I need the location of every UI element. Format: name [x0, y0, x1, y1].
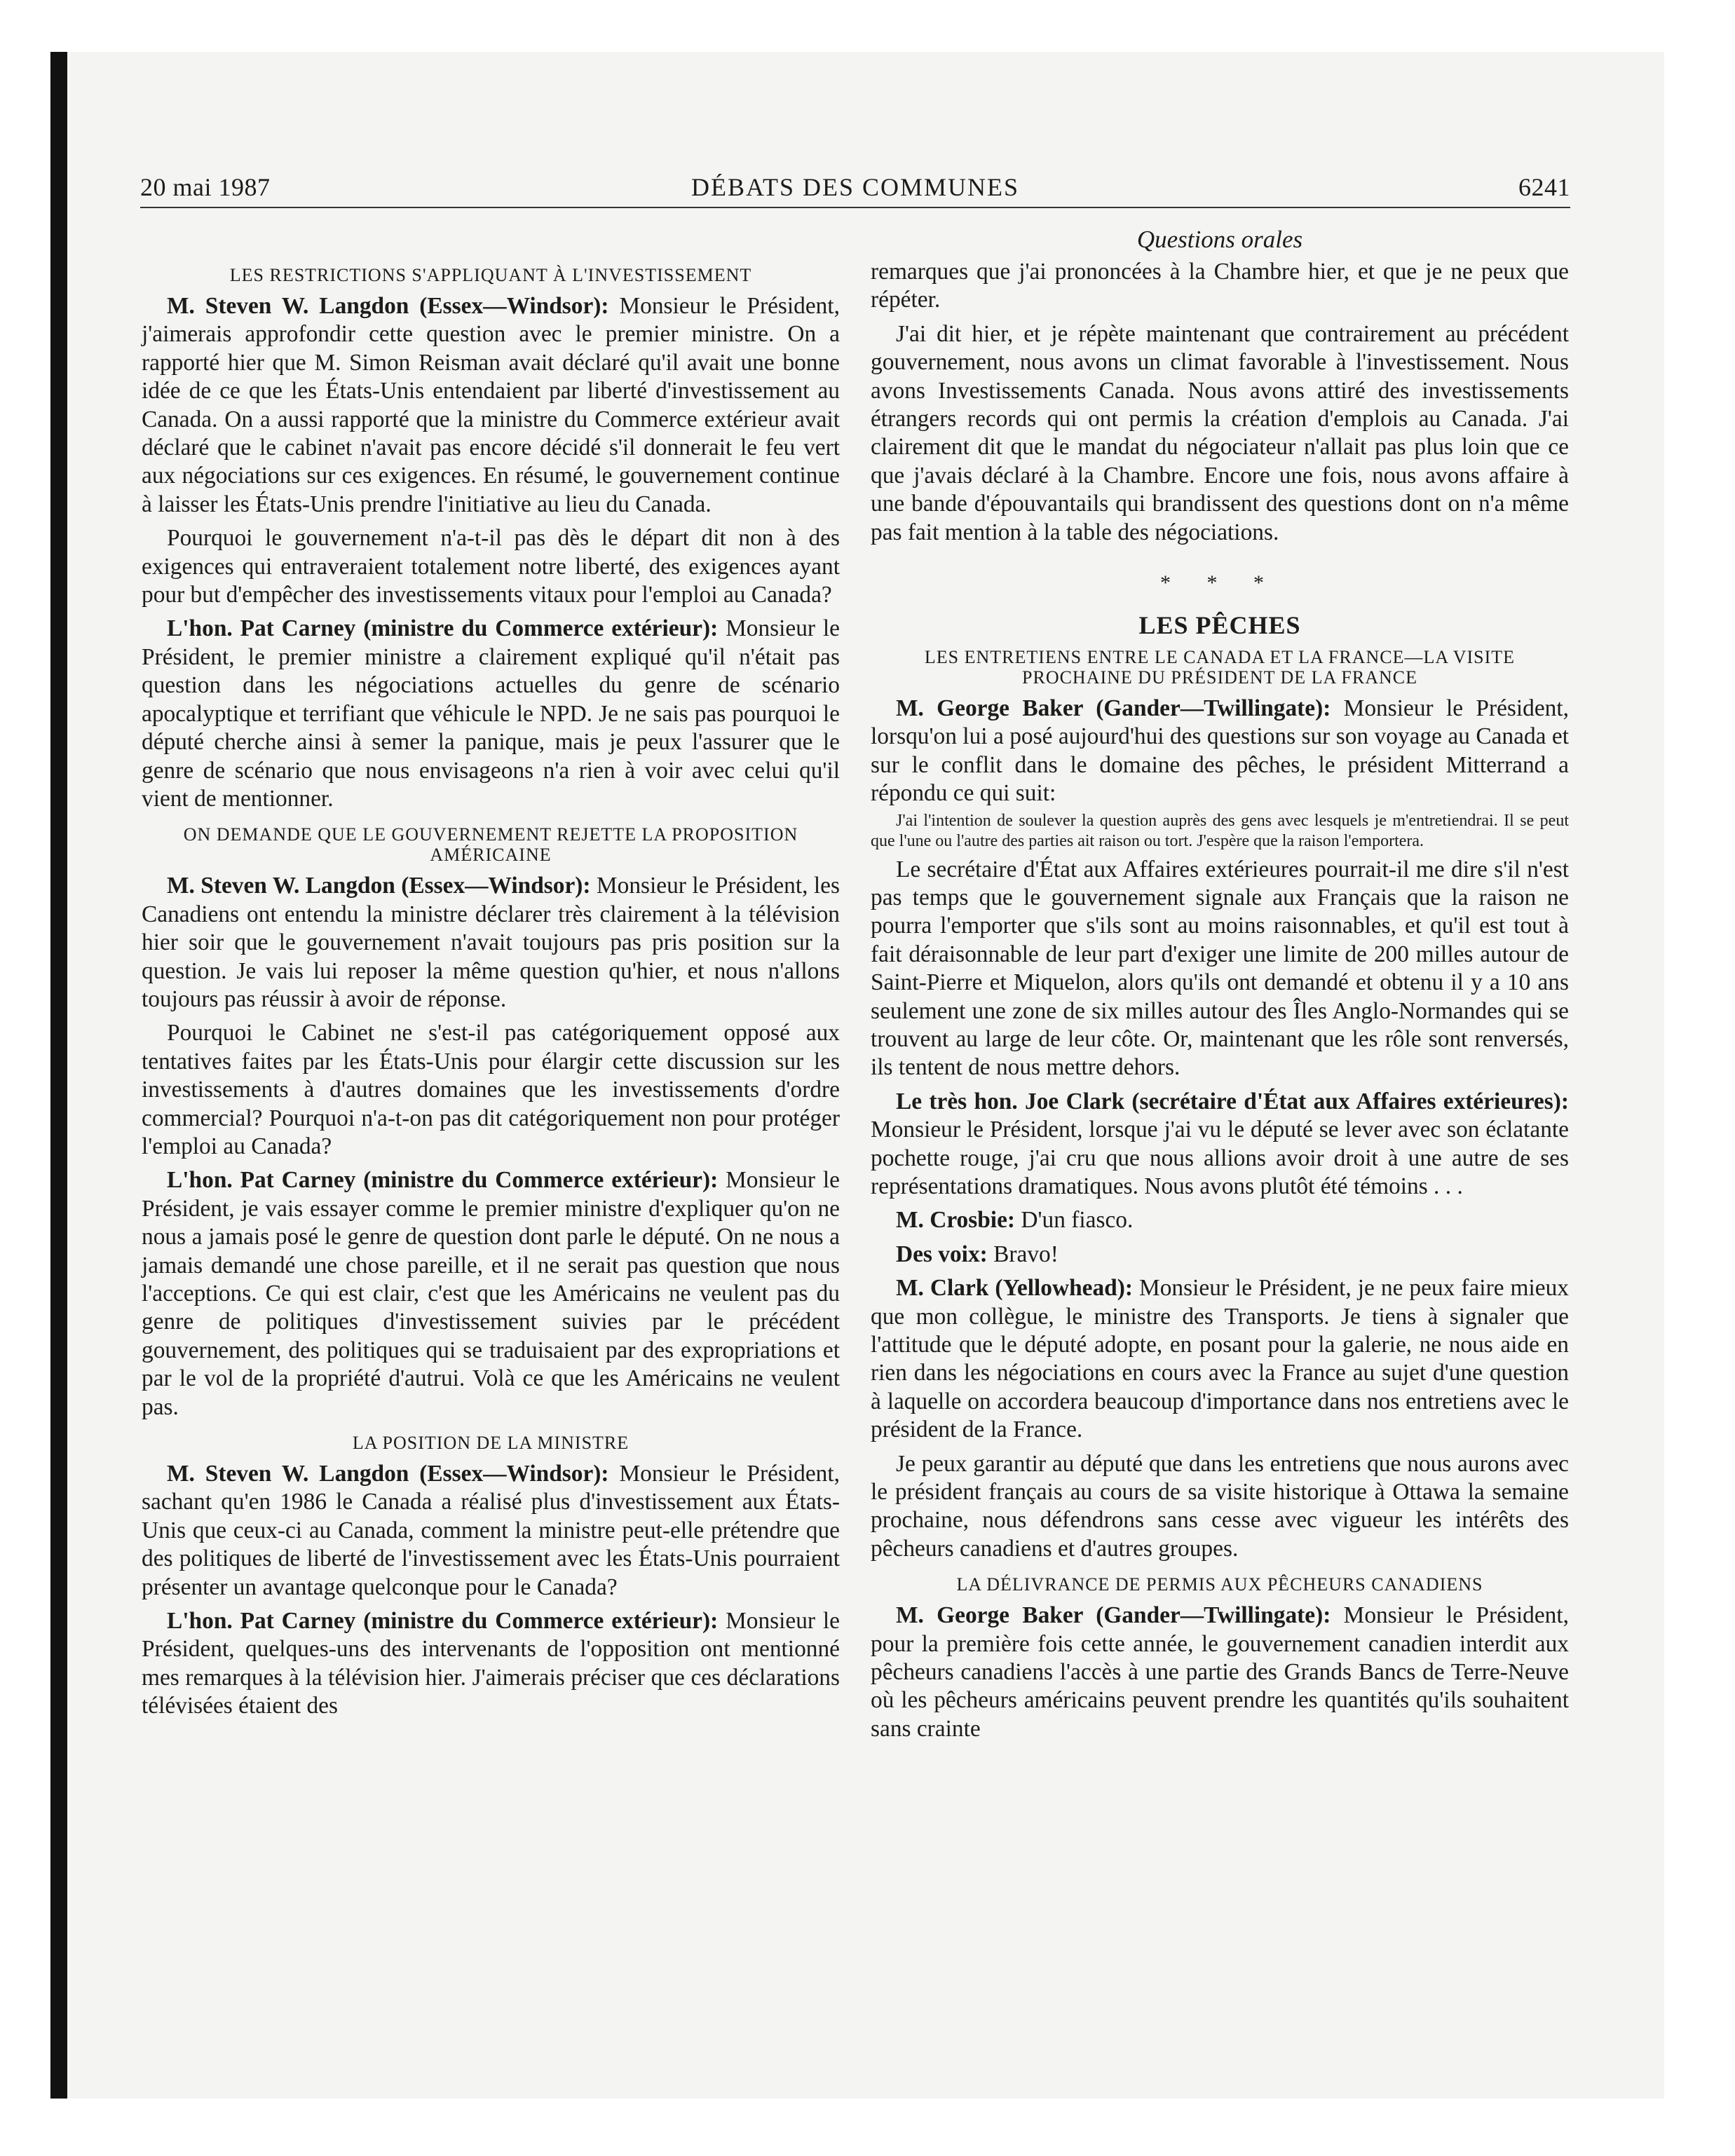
subheading-minister-position: LA POSITION DE LA MINISTRE: [352, 1433, 630, 1454]
running-head: Questions orales: [1136, 226, 1303, 253]
paragraph: [142, 615, 840, 813]
paragraph: [142, 292, 840, 519]
paragraph: [871, 1274, 1569, 1444]
speech-text: Bravo!: [987, 1241, 1059, 1267]
speaker-name: Des voix:: [896, 1241, 988, 1267]
speaker-name: L'hon. Pat Carney (ministre du Commerce extérieur):: [167, 1167, 719, 1194]
paragraph: Pourquoi le Cabinet ne s'est-il pas catégoriquement opposé aux tentatives faites par les États-Unis pour élargir cette discussion sur les investissements à d'autres domaines que les investissements d'ordre commercial? Pourquoi n'a-t-on pas dit catégoriquement non pour protéger l'emploi au Canada?: [142, 1020, 840, 1159]
paragraph: [142, 1166, 840, 1421]
paragraph: Pourquoi le gouvernement n'a-t-il pas dès le départ dit non à des exigences qui entraveraient totalement notre liberté, des exigences ayant pour but d'empêcher des investissements vitaux pour l'emploi au Canada?: [142, 525, 840, 608]
speech-text: Monsieur le Président, lorsque j'ai vu le député se lever avec son éclatante pochette rouge, j'ai cru que nous allions avoir droit à une autre de ses représentations dramatiques. Nous avons plutôt été témoins . . .: [871, 1117, 1569, 1199]
paragraph: Le secrétaire d'État aux Affaires extérieures pourrait-il me dire s'il n'est pas temps que le gouvernement signale aux Français que la raison ne pourra l'emporter que s'ils sont au moins raisonnables, et qu'il est tout à fait déraisonnable de leur part d'exiger une limite de 200 milles autour de Saint-Pierre et Miquelon, alors qu'ils ont demandé et obtenu il y a 10 ans seulement une zone de six milles autour des Îles Anglo-Normandes qui se trouvent au large de leur côte. Or, maintenant que les rôle sont renversés, ils tentent de nous mettre dehors.: [871, 856, 1569, 1081]
speech-text: Monsieur le Président, les Canadiens ont entendu la ministre déclarer très clairement à la télévision hier soir que le gouvernement n'avait toujours pas pris position sur la question. Je vais lui reposer la même question qu'hier, et nous n'allons toujours pas réussir à avoir de réponse.: [142, 873, 840, 1012]
speaker-name: M. Clark (Yellowhead):: [896, 1275, 1133, 1302]
speaker-name: M. Steven W. Langdon (Essex—Windsor):: [167, 1461, 609, 1487]
speech-text: D'un fiasco.: [1015, 1207, 1134, 1234]
speech-text: Monsieur le Président, je ne peux faire mieux que mon collègue, le ministre des Transports. Je tiens à signaler que l'attitude que le député adopte, en posant pour la galerie, ne nous aide en rien dans les négociations en cours avec la France au sujet d'une question à laquelle on accordera beaucoup d'importance dans nos entretiens avec le président de la France.: [871, 1275, 1569, 1443]
header-title: DÉBATS DES COMMUNES: [690, 173, 1020, 201]
header-page-number: 6241: [1518, 173, 1570, 201]
speaker-name: L'hon. Pat Carney (ministre du Commerce extérieur):: [167, 615, 719, 642]
scan-edge-bar: [50, 52, 67, 2099]
speaker-name: M. Crosbie:: [896, 1207, 1016, 1234]
quote-text: J'ai l'intention de soulever la question auprès des gens avec lesquels je m'entretiendrai. Il se peut que l'une ou l'autre des parties ait raison ou tort. J'espère que la raison l'emportera.: [871, 811, 1569, 850]
speech-text: Monsieur le Président, quelques-uns des intervenants de l'opposition ont mentionné mes remarques à la télévision hier. J'aimerais préciser que ces déclarations télévisées étaient des: [142, 1608, 840, 1719]
paragraph: remarques que j'ai prononcées à la Chambre hier, et que je ne peux que répéter.: [871, 259, 1569, 313]
header-date: 20 mai 1987: [140, 173, 271, 201]
speech-text: Monsieur le Président, je vais essayer comme le premier ministre d'expliquer qu'on ne nous a jamais posé le genre de question dont parle le député. On ne nous a jamais demandé une chose pareille, et il ne serait pas question que nous l'acceptions. Ce qui est clair, c'est que les Américains ne veulent pas du genre de politiques d'investissement suivies par le précédent gouvernement, des politiques qui se traduisaient par des expropriations et par le vol de la propriété d'autrui. Volà ce que les Américains ne veulent pas.: [142, 1167, 840, 1420]
speech-text: Monsieur le Président, j'aimerais approfondir cette question avec le premier ministre. On a rapporté hier que M. Simon Reisman avait déclaré qu'il avait une bonne idée de ce que les États-Unis entendaient par liberté d'investissement au Canada. On a aussi rapporté que la ministre du Commerce extérieur avait déclaré que le cabinet n'avait pas encore décidé s'il donnerait le feu vert aux négociations sur ces exigences. En résumé, le gouvernement continue à laisser les États-Unis prendre l'initiative au lieu du Canada.: [142, 293, 840, 517]
section-separator: * * *: [1160, 571, 1279, 595]
speaker-name: M. Steven W. Langdon (Essex—Windsor):: [167, 293, 609, 319]
speech-text: Monsieur le Président, lorsqu'on lui a posé aujourd'hui des questions sur son voyage au Canada et sur le conflit dans le domaine des pêches, le président Mitterrand a répondu ce qui suit:: [871, 695, 1570, 807]
header-rule: [140, 207, 1570, 208]
block-quote: [871, 811, 1569, 852]
subheading-fisher-permits: LA DÉLIVRANCE DE PERMIS AUX PÊCHEURS CANADIENS: [956, 1574, 1483, 1595]
left-column: [142, 265, 840, 1721]
speaker-name: L'hon. Pat Carney (ministre du Commerce extérieur):: [167, 1608, 719, 1635]
paragraph: [871, 1602, 1569, 1743]
page-header: [140, 172, 1570, 207]
paragraph: [142, 1460, 840, 1602]
speaker-name: M. George Baker (Gander—Twillingate):: [896, 1602, 1331, 1629]
paragraph: J'ai dit hier, et je répète maintenant que contrairement au précédent gouvernement, nous avons un climat favorable à l'investissement. Nous avons Investissements Canada. Nous avons attiré des investissements étrangers records qui ont permis la création d'emplois au Canada. J'ai clairement dit que le mandat du négociateur n'allait pas plus loin que ce que j'avais déclaré à la Chambre. Encore une fois, nous avons affaire à une bande d'épouvantails qui brandissent des questions dont on n'a même pas fait mention à la table des négociations.: [871, 320, 1569, 545]
speaker-name: M. Steven W. Langdon (Essex—Windsor):: [167, 873, 591, 899]
paragraph: [142, 872, 840, 1014]
speech-text: Monsieur le Président, sachant qu'en 1986 le Canada a réalisé plus d'investissement aux États-Unis que ceux-ci au Canada, comment la ministre peut-elle prétendre que des politiques de liberté de l'investissement avec les États-Unis pourraient présenter un avantage quelconque pour le Canada?: [142, 1461, 840, 1600]
paragraph: [871, 1241, 1569, 1269]
right-column: [871, 226, 1569, 1743]
paragraph: [871, 695, 1569, 808]
paragraph: [142, 1607, 840, 1721]
subheading-investment-restrictions: LES RESTRICTIONS S'APPLIQUANT À L'INVESTISSEMENT: [229, 265, 752, 285]
speech-text: Monsieur le Président, le premier ministre a clairement expliqué qu'il n'était pas question dans les négociations actuelles du genre de scénario apocalyptique et terrifiant que véhicule le NPD. Je ne sais pas pourquoi le député cherche ainsi à semer la panique, mais je peux l'assurer que le genre de scénario que nous envisageons n'a rien à voir avec celui qu'il vient de mentionner.: [142, 615, 840, 812]
subheading-reject-proposal: ON DEMANDE QUE LE GOUVERNEMENT REJETTE LA PROPOSITION AMÉRICAINE: [183, 824, 798, 866]
speech-text: Monsieur le Président, pour la première fois cette année, le gouvernement canadien interdit aux pêcheurs canadiens l'accès à une partie des Grands Bancs de Terre-Neuve où les pêcheurs américains peuvent prendre les quantités qu'ils souhaitent sans crainte: [871, 1602, 1570, 1742]
paragraph: [871, 1206, 1569, 1234]
paragraph: [871, 1088, 1569, 1201]
section-title: LES PÊCHES: [1138, 611, 1301, 640]
speaker-name: M. George Baker (Gander—Twillingate):: [896, 695, 1331, 721]
paragraph: Je peux garantir au député que dans les entretiens que nous aurons avec le président français au cours de sa visite historique à Ottawa la semaine prochaine, nous défendrons sans cesse avec vigueur les intérêts des pêcheurs canadiens et d'autres groupes.: [871, 1450, 1569, 1562]
speaker-name: Le très hon. Joe Clark (secrétaire d'État aux Affaires extérieures):: [896, 1088, 1569, 1114]
subheading-canada-france-talks: LES ENTRETIENS ENTRE LE CANADA ET LA FRANCE—LA VISITE PROCHAINE DU PRÉSIDENT DE LA FRANCE: [924, 646, 1516, 688]
